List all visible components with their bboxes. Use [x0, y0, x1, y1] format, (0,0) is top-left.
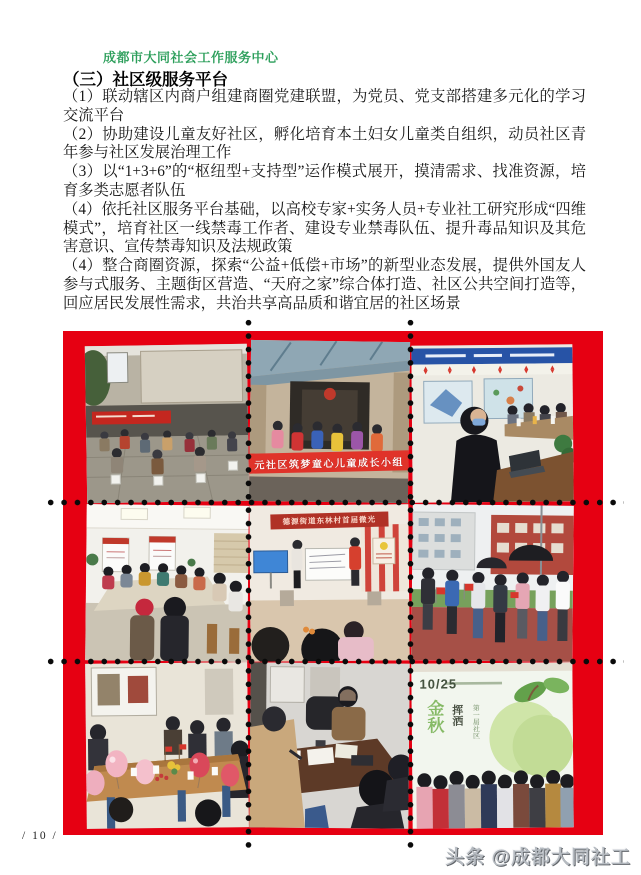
poster-title-huisa: 挥洒 [450, 704, 463, 727]
photo-outdoor-tour [411, 504, 574, 662]
photo-courtyard-event [85, 344, 249, 504]
paragraph-5: （4）整合商圈资源，探索“公益+低偿+市场”的新型业态发展，提供外国友人参与式服务、主题街区营造、“天府之家”综合体打造、社区公共空间打造等，回应居民发展性需求，共治共享高品质和谐宜居的社区场景 [63, 257, 586, 312]
poster-date: 10/25 [419, 676, 458, 692]
paragraph-3: （3）以“1+3+6”的“枢纽型+支持型”运作模式展开，摸清需求、找准资源，培育多类志愿者队伍 [63, 163, 586, 199]
photo-office-discussion-image [249, 662, 409, 828]
photo-outdoor-tour-image [411, 504, 574, 662]
toutiao-watermark: 头条 @成都大同社工 [445, 847, 631, 868]
poster-subtitle: 第一届社区 [472, 704, 481, 740]
paragraph-4: （4）依托社区服务平台基础，以高校专家+实务人员+专业社工研究形成“四维模式”，培育社区一线禁毒工作者、建设专业禁毒队伍、提升毒品知识及其危害意识、宣传禁毒知识及法规政策 [63, 200, 586, 256]
photo-community-meeting-image [411, 344, 573, 502]
paragraph-2: （2）协助建设儿童友好社区，孵化培育本土妇女儿童类自组织，动员社区青年参与社区发展治理工作 [63, 125, 586, 162]
photo-balloon-party-image [85, 662, 249, 829]
photo-whiteboard-session [249, 504, 409, 661]
photo-community-meeting [411, 344, 573, 502]
org-header: 成都市大同社会工作服务中心 [103, 50, 279, 65]
dotted-divider-horizontal-1 [44, 499, 624, 506]
photo-balloon-party [85, 662, 249, 829]
dotted-divider-horizontal-2 [44, 658, 624, 665]
photo-meeting-room-image [85, 504, 249, 662]
photo-courtyard-event-image [85, 344, 249, 504]
body-text [63, 88, 586, 314]
photo-office-discussion [249, 662, 409, 828]
paragraph-1: （1）联动辖区内商户组建商圈党建联盟，为党员、党支部搭建多元化的学习交流平台 [63, 88, 586, 124]
photo-poster-group [411, 662, 573, 828]
children-banner: 元社区筑梦童心儿童成长小组 [249, 450, 410, 473]
dotted-divider-vertical-1 [245, 316, 252, 852]
photo-meeting-room [85, 504, 249, 662]
donglin-banner: 德源街道东林村首届微光 [270, 511, 388, 529]
section-title: （三）社区级服务平台 [63, 70, 228, 89]
photo-children-group-image [249, 340, 410, 503]
poster-title-jinqiu: 金秋 [424, 699, 444, 734]
dotted-divider-vertical-2 [407, 316, 414, 852]
photo-children-group [249, 340, 410, 503]
page-number: / 10 / [22, 830, 58, 842]
